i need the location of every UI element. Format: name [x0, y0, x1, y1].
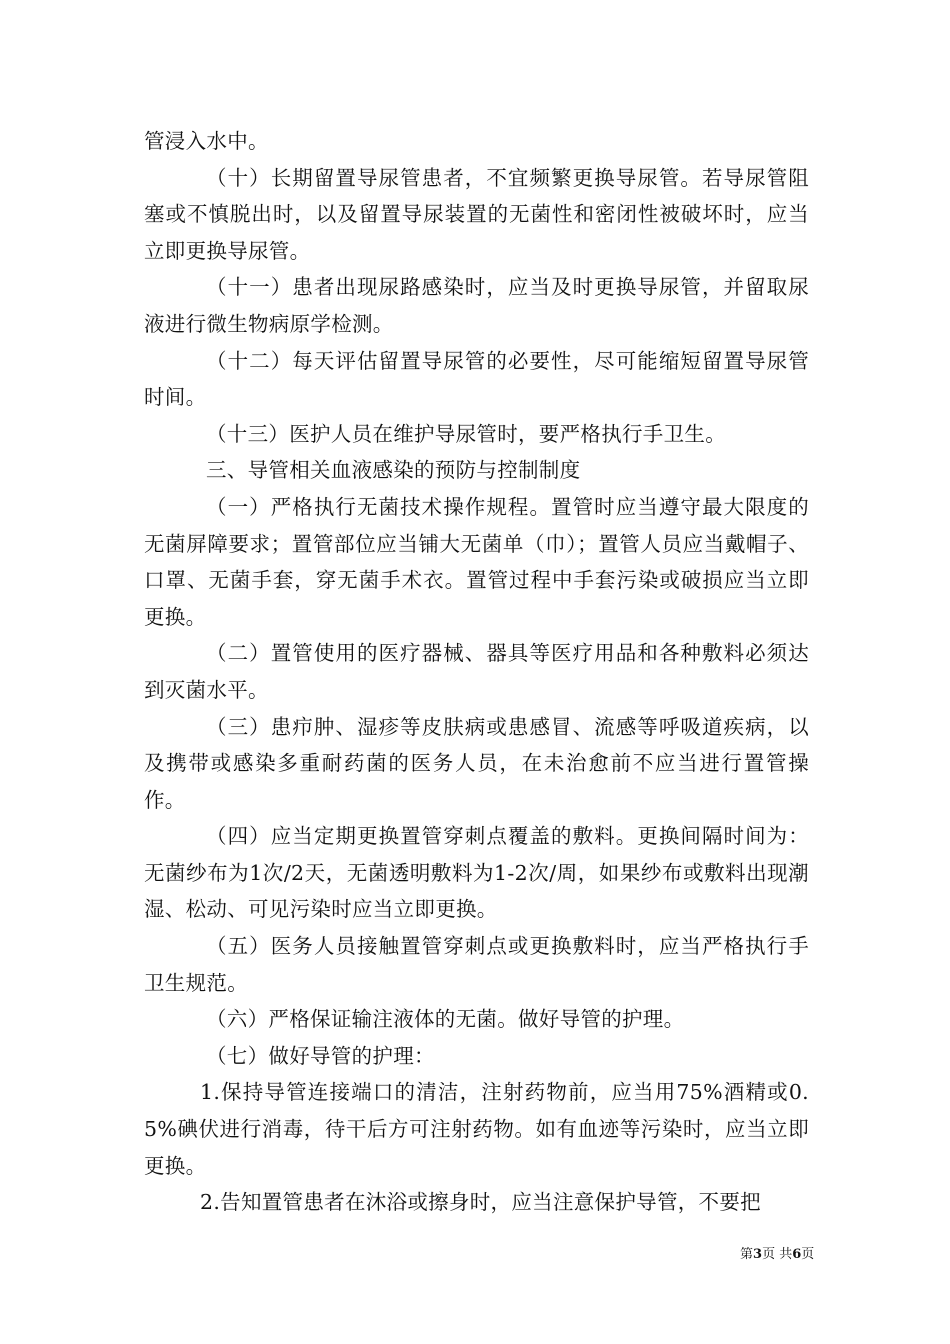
paragraph-0: 管浸入水中。 — [144, 129, 269, 153]
footer-total-pages: 6 — [792, 1247, 802, 1262]
section-heading: 三、导管相关血液感染的预防与控制制度 — [206, 458, 581, 483]
paragraph-12: （七）做好导管的护理： — [206, 1043, 435, 1068]
paragraph-6: （一）严格执行无菌技术操作规程。置管时应当遵守最大限度的无菌屏障要求；置管部位应当铺大无菌单（巾）；置管人员应当戴帽子、口罩、无菌手套，穿无菌手术衣。置管过程中手套污染或破损应当立即更换。 — [144, 494, 809, 629]
footer-suffix: 页 — [801, 1247, 815, 1262]
paragraph-10: （五）医务人员接触置管穿刺点或更换敷料时，应当严格执行手卫生规范。 — [144, 934, 809, 995]
document-body — [144, 123, 809, 1221]
paragraph-9: （四）应当定期更换置管穿刺点覆盖的敷料。更换间隔时间为：无菌纱布为1次/2天，无菌透明敷料为1-2次/周，如果纱布或敷料出现潮湿、松动、可见污染时应当立即更换。 — [144, 824, 809, 922]
footer-current-page: 3 — [753, 1247, 763, 1262]
paragraph-1: （十）长期留置导尿管患者，不宜频繁更换导尿管。若导尿管阻塞或不慎脱出时，以及留置导尿装置的无菌性和密闭性被破坏时，应当立即更换导尿管。 — [144, 165, 809, 263]
paragraph-4: （十三）医护人员在维护导尿管时，要严格执行手卫生。 — [206, 421, 726, 446]
page-footer — [740, 1247, 814, 1263]
paragraph-14: 2.告知置管患者在沐浴或擦身时，应当注意保护导管，不要把 — [200, 1190, 761, 1215]
paragraph-3: （十二）每天评估留置导尿管的必要性，尽可能缩短留置导尿管时间。 — [144, 348, 809, 410]
footer-middle: 页 共 — [762, 1247, 793, 1262]
paragraph-13: 1.保持导管连接端口的清洁，注射药物前，应当用75%酒精或0.5%碘伏进行消毒，待干后方可注射药物。如有血迹等污染时，应当立即更换。 — [144, 1080, 809, 1178]
footer-prefix: 第 — [740, 1247, 754, 1262]
paragraph-11: （六）严格保证输注液体的无菌。做好导管的护理。 — [206, 1007, 685, 1032]
paragraph-2: （十一）患者出现尿路感染时，应当及时更换导尿管，并留取尿液进行微生物病原学检测。 — [144, 275, 809, 336]
paragraph-8: （三）患疖肿、湿疹等皮肤病或患感冒、流感等呼吸道疾病，以及携带或感染多重耐药菌的医务人员，在未治愈前不应当进行置管操作。 — [144, 714, 809, 812]
paragraph-7: （二）置管使用的医疗器械、器具等医疗用品和各种敷料必须达到灭菌水平。 — [144, 641, 809, 702]
